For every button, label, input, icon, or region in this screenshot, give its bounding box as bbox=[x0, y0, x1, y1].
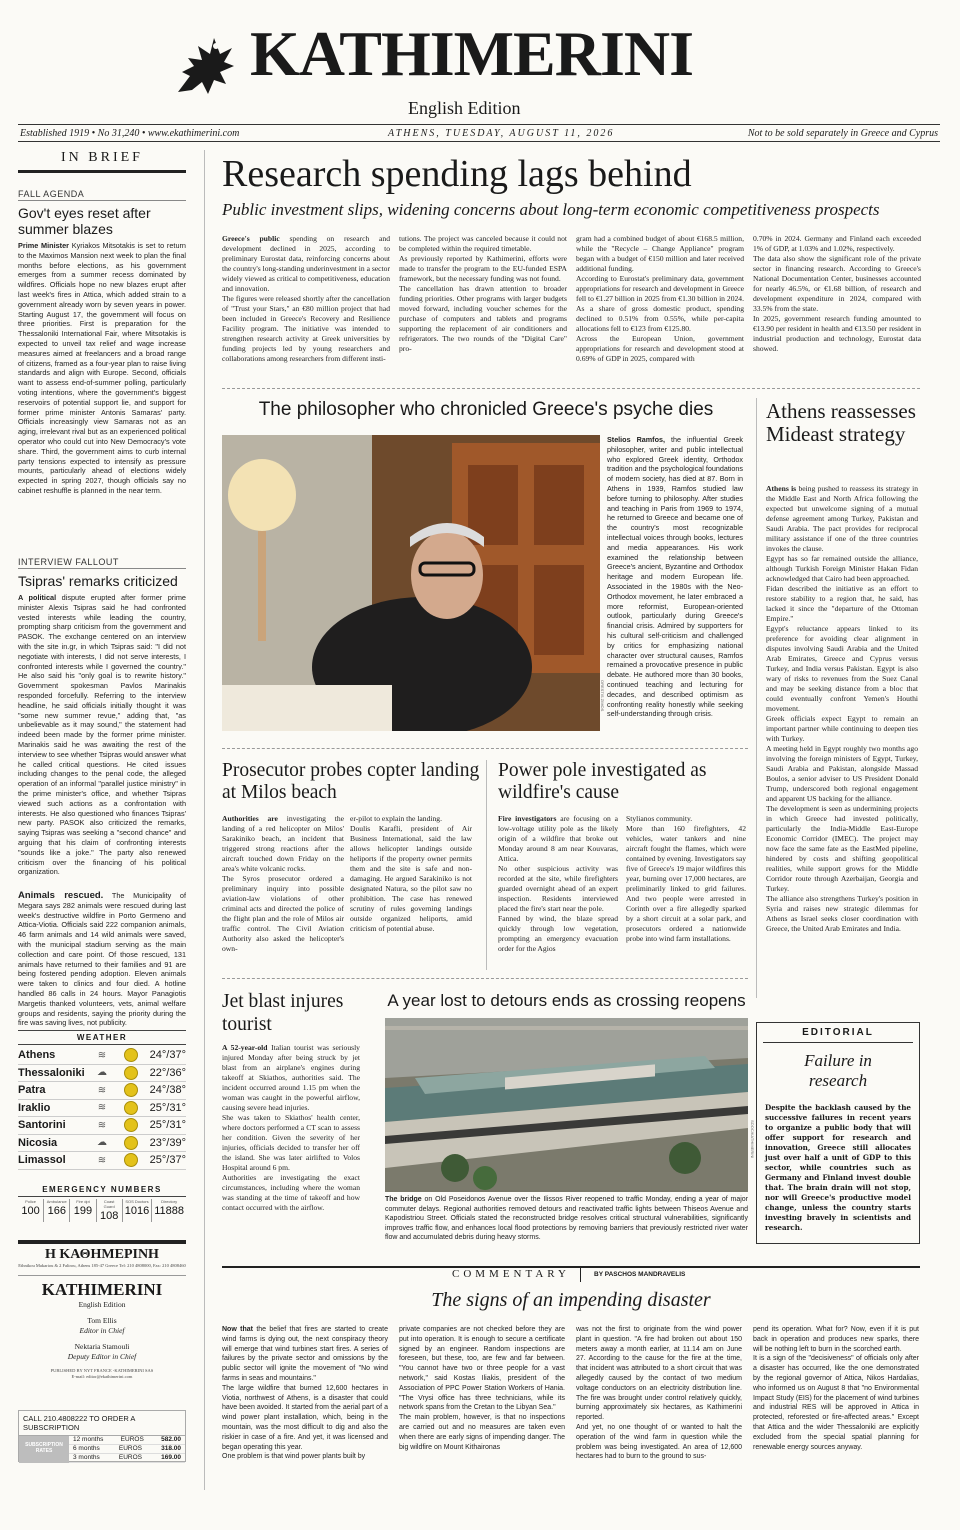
photo-credit: ORESTIS ZIMOS bbox=[600, 680, 605, 712]
wind-icon: ≋ bbox=[97, 1119, 107, 1131]
deputy-name: Nektaria Stamouli bbox=[74, 1342, 130, 1351]
emergency-item: Coast Guard 108 bbox=[97, 1199, 123, 1222]
bridge-headline: A year lost to detours ends as crossing reopens bbox=[387, 991, 746, 1010]
staff-paper-name: KATHIMERINI bbox=[18, 1275, 186, 1300]
commentary-column: private companies are not checked before they are put into operation. It is enough to secure a certificate signed by an engineer. Random inspections are foreseen, but these, too, are few and far between. "You cannot have two or three people for a vast network," said Kostas Iliakis, president of the Association of PPC Power Station Workers of Hania. "The Vrysi office has three technicians, while its network spans from the Cretan to the Libyan Sea." The main problem, however, is that no inspections are carried out and no measures are taken even when there are early signs of impending danger. The big wildfire on Mount Kithaironas bbox=[399, 1326, 565, 1451]
subscription-tag: SUBSCRIPTION RATES bbox=[19, 1436, 69, 1463]
main-story-column: 0.70% in 2024. Germany and Finland each exceeded 1% of GDP, at 1.03% and 1.02%, respectively. The data also show the significant role of the private sector in financing research. According to Greece's National Documentation Center, businesses accounted for nearly 46.5%, or €1.68 billion, of research and development expenditure in 2024, compared with 33.5% from the state. In 2025, government research funding amounted to €13.90 per resident in health and €13.50 per resident in industrial production and technology, Eurostat data showed. bbox=[753, 234, 921, 353]
office-address: Ethnikou Makariou & 2 Falirou, Athens 185-47 Greece Tel: 210 4808000, Fax: 210 4808460 bbox=[18, 1263, 186, 1268]
jet-headline: Jet blast injures tourist bbox=[222, 991, 344, 1035]
column-divider bbox=[204, 150, 205, 1490]
philosopher-text: Stelios Ramfos, the influential Greek philosopher, writer and public intellectual who explored Greek identity, Orthodox tradition and the psychological foundations of modern society, has died at 87. Born in Athens in 1939, Ramfos studied law before turning to philosophy. After studies and teaching in Paris from 1969 to 1974, he returned to Greece and became one of the country's most recognizable intellectual voices through books, lectures and media appearances. His work examined the relationship between Greece's ancient, Byzantine and Orthodox heritage and modern European life. Associated in the 1980s with the Neo-Orthodox movement, he later embraced a more reformist, European-oriented outlook, particularly during Greece's financial crisis. Admired by supporters for his cultural self-criticism and challenged by critics for emphasizing national character over structural causes, Ramfos remained a provocative presence in public debate. He authored more than 30 books, continued teaching and lecturing for decades, and described optimism as confronting reality honestly while seeking self-understanding through crisis. bbox=[607, 435, 743, 719]
emergency-item: Directory 11888 bbox=[154, 1199, 185, 1217]
paper-name: KATHIMERINI bbox=[250, 18, 693, 89]
weather-row: Nicosia ☁ 23°/39° bbox=[18, 1135, 186, 1153]
weather-row: Athens ≋ 24°/37° bbox=[18, 1047, 186, 1065]
commentary-label: COMMENTARY bbox=[452, 1268, 570, 1280]
power-headline: Power pole investigated as wildfire's cause bbox=[498, 760, 707, 803]
dateline-bar bbox=[18, 124, 940, 142]
emergency-header: EMERGENCY NUMBERS bbox=[18, 1185, 186, 1197]
story-lead: A 52-year-old bbox=[222, 1043, 268, 1052]
main-story-column: gram had a combined budget of about €168.5 million, while the "Recycle – Change Appliance" program began with a budget of €150 million and later received additional funding. According to Eurostat's preliminary data, government appropriations for research and development in Greece fell to €1.27 billion in 2025 from €1.30 billion in 2024. As a share of gross domestic product, spending declined to 0.51% from 0.55%, while per-capita allocations fell to €123 from €125.80. Across the European Union, government appropriations for research and development stood at 0.69% of GDP in 2025, compared with bbox=[576, 234, 744, 363]
emergency-item: Ambulance 166 bbox=[44, 1199, 70, 1222]
masthead bbox=[0, 0, 960, 128]
staff-edition: English Edition bbox=[78, 1300, 126, 1309]
section-divider bbox=[222, 748, 748, 749]
main-headline: Research spending lags behind bbox=[222, 153, 692, 195]
brief-headline: Tsipras' remarks criticized bbox=[18, 573, 178, 589]
editor-role: Editor in Chief bbox=[79, 1326, 125, 1335]
photo-credit: SOOC/KATHIMERINI bbox=[750, 1120, 755, 1159]
brief-item bbox=[18, 557, 186, 885]
emergency-numbers bbox=[18, 1185, 186, 1225]
portrait-photo-image bbox=[222, 435, 600, 731]
publisher-line: PUBLISHED BY NYT FRANCE -KATHIMERINI SAS bbox=[50, 1368, 154, 1373]
editorial-box bbox=[756, 1022, 920, 1244]
brief-body: Prime Minister Kyriakos Mitsotakis is set to return to the Maximos Mansion next week to plan the final months before elections, as his government emerges from a summer recess dominated by wildfires. Officials hope no new blazes erupt after last week's fires in Attica, which added strain to a government already worn by seven years in power. Starting August 17, the government will focus on three priorities. First is preparation for the Thessaloniki International Fair, where Mitsotakis is expected to unveil tax relief and wage increase measures aimed at freelancers and a broad range of citizens, framed as a four-year plan to raise living standards and align with Europe. Second, officials want to assess end-of-summer polling, particularly voting intentions, where the government's biggest reservoirs of potential support lie, and support for former prime minister Antonis Samaras' party. Officials increasingly view Samaras not as an aging, irrelevant rival but as an experienced political operator who could cut into New Democracy's vote share. Third, the government aims to curb internal party tensions expected to intensify as pressure mounts, particularly ahead of elections widely expected in spring 2027, though officials say no cabinet reshuffle is planned in the near term. bbox=[18, 241, 186, 495]
prosecutor-column: Authorities are investigating the landing of a red helicopter on Milos' Sarakiniko beach, an incident that triggered strong reactions after the aircraft touched down Friday on the area's white volcanic rocks. The Syros prosecutor ordered a preliminary inquiry into possible aviation-law violations of other criminal acts and directed the police of the flight plan and the role of Milos air traffic control. The Civil Aviation Authority also asked the helicopter's own- bbox=[222, 814, 344, 953]
brief-kicker: INTERVIEW FALLOUT bbox=[18, 557, 186, 569]
subscription-box bbox=[18, 1410, 186, 1462]
main-subhead: Public investment slips, widening concerns about long-term economic competitiveness prospects bbox=[222, 200, 880, 219]
power-column: Stylianos community. More than 160 firefighters, 42 vehicles, water tankers and nine aircraft fought the flames, which were contained by evening. Investigators say five of Greece's 19 major wildfires this year, burning over 17,000 hectares, are preliminarily linked to grid failures. And two people were arrested in Corinth over a fire allegedly sparked by a short circuit at a solar park, and prosecutors ordered a nationwide probe into wind farm installations. bbox=[626, 814, 746, 943]
section-divider bbox=[222, 388, 920, 389]
athens-text: Athens is being pushed to reassess its strategy in the Middle East and North Africa following the expected but unwelcome signing of a mutual defense agreement among Turkey, Pakistan and Saudi Arabia. The pact provides for reciprocal military assistance if one of the three countries invokes the clause. Egypt has so far remained outside the alliance, although Turkish Foreign Minister Hakan Fidan acknowledged that Cairo had been approached. Fidan described the initiative as an effort to restore stability to a region that, he said, has lacked it since the "departure of the Ottoman Empire." Egypt's reluctance appears linked to its preference for avoiding clear alignment in disputes involving Saudi Arabia and the United Arab Emirates, Greece and Cyprus versus Turkey, and India versus Pakistan. Egypt is also wary of risks to revenues from the Suez Canal and may be seeking distance from a bloc that could eventually confront Yemen's Houthi movement. Greek officials expect Egypt to remain an important partner while continuing to deepen ties with Turkey. A meeting held in Egypt roughly two months ago involving the foreign ministers of Egypt, Turkey, Saudi Arabia and Pakistan, alongside Massad Boulos, a senior adviser to US President Donald Trump, underscored both regional engagement and apparent US backing for the alliance. The development is seen as undermining projects in which Greece had invested politically, particularly the India-Middle East-Europe Economic Corridor (IMEC). The project may now face the same fate as the EastMed pipeline, hindered by costs and shifting geopolitical realities, while support grows for the Middle Corridor route through Azerbaijan, Georgia and Turkey. The alliance also strengthens Turkey's position in Syria and raises new strategic dilemmas for Athens as Israel seeks closer coordination with Greece, the United Arab Emirates and India. bbox=[766, 484, 918, 933]
athens-headline: Athens reassesses Mideast strategy bbox=[766, 399, 916, 446]
weather-row: Patra ≋ 24°/38° bbox=[18, 1082, 186, 1100]
rate-row: 3 months EUROS 169.00 bbox=[69, 1454, 185, 1463]
editor-email: E-mail: editor@ekathimerini.com bbox=[71, 1374, 133, 1379]
story-lead: Greece's public bbox=[222, 234, 280, 243]
emergency-item: Fire dpt 199 bbox=[70, 1199, 96, 1222]
editorial-text: Despite the backlash caused by the successive failures in recent years to organize a public body that will offer support for research and innovation, Greece still allocates just over half a unit of GDP to this sector, while countries such as Germany and Finland invest double that. The brain drain will not stop, nor will Greece's productive model change, unless the country starts investing bravely in scientists and research. bbox=[765, 1103, 911, 1232]
sun-icon bbox=[124, 1118, 138, 1132]
wind-icon: ≋ bbox=[97, 1154, 107, 1166]
greek-masthead: Η ΚΑΘΗΜΕΡΙΝΗ bbox=[45, 1247, 159, 1262]
wind-icon: ≋ bbox=[97, 1049, 107, 1061]
sun-icon bbox=[124, 1083, 138, 1097]
brief-kicker: FALL AGENDA bbox=[18, 189, 186, 201]
main-story-column: Greece's public spending on research and development declined in 2025, according to preliminary Eurostat data, reinforcing concerns about the country's long-standing underinvestment in a sector widely viewed as critical to competitiveness, education and innovation. The figures were released shortly after the cancellation of "Trust your Stars," an €80 million project that had been included in Greece's Recovery and Resilience Facility program. The initiative was intended to strengthen research activity at Greek universities by funding projects led by young researchers and collaborations among researchers from different insti- bbox=[222, 234, 390, 363]
weather-box bbox=[18, 1030, 186, 1170]
rate-row: 6 months EUROS 318.00 bbox=[69, 1445, 185, 1454]
cloud-icon: ☁ bbox=[97, 1137, 107, 1149]
issue-date: ATHENS, TUESDAY, AUGUST 11, 2026 bbox=[388, 128, 615, 139]
brief-body: Animals rescued. The Municipality of Megara says 282 animals were rescued during last week's destructive wildfire in Porto Germeno and Attica-Viotia. Officials said 222 companion animals, 46 farm animals and 14 wild animals were saved, with the municipal stadium serving as the main collection and care point. Of those rescued, 131 animals have returned to their families and 91 are being fostered pending adoption. Eleven animals were taken to clinics and four died. A hotline handled 86 calls in 24 hours. Mayor Panagiotis Margetis thanked volunteers, vets, animal welfare groups and residents, saying the priority during the fire was saving lives, not publicity. bbox=[18, 891, 186, 1028]
subscription-header: CALL 210.4808222 TO ORDER A SUBSCRIPTION bbox=[19, 1411, 185, 1436]
wind-icon: ≋ bbox=[97, 1102, 107, 1114]
sun-icon bbox=[124, 1066, 138, 1080]
byline-divider bbox=[580, 1268, 581, 1282]
column-divider bbox=[486, 760, 487, 970]
caption-lead: The bridge bbox=[385, 1196, 422, 1203]
editorial-title: Failure in research bbox=[804, 1051, 872, 1090]
brief-lead: A political bbox=[18, 593, 57, 602]
sun-icon bbox=[124, 1048, 138, 1062]
commentary-column: pend its operation. What for? Now, even if it is put back in operation and produces new sparks, there will be nothing left to burn in the scorched earth. It is a sign of the "decisiveness" of officials only after a disaster has occurred, like the one demonstrated by the regional governor of Attica, Nikos Hardalias, who informed us on August 8 that "no Environmental Impact Study (EIS) for the placement of wind turbines and industrial RES will be approved in Attica in protected, reforested or fire-affected areas." Except that Attica and the wider Thessaloniki are explicitly excluded from the special spatial planning for renewable energy sources anyway. bbox=[753, 1326, 919, 1451]
jet-text: A 52-year-old Italian tourist was seriously injured Monday after being struck by jet blast from an airplane's engines during takeoff at Skiathos, authorities said. The incident occurred around 1.15 pm when the woman was caught in the powerful airflow, causing severe head injuries. She was taken to Skiathos' health center, where doctors performed a CT scan to assess her condition. Given the severity of her injuries, officials decided to transfer her off the island. She was later airlifted to Volos Hospital around 6 pm. Authorities are investigating the exact circumstances, including where the woman was standing at the time of takeoff and how contact occurred with the airflow. bbox=[222, 1043, 360, 1212]
commentary-column: Now that the belief that fires are started to create wind farms is dying out, the next conspiracy theory will emerge that wind turbines start fires. A series of failures by the private sector and omissions by the public sector will ignite the movement of "No wind farms in seas and mountains." The large wildfire that burned 12,600 hectares in Viotia, northwest of Athens, is a disaster that could have been avoided. It started from the aerial part of a wind power plant installation, which, being in the mountain, was the most difficult to dig and also the riskier in case of a fire. And yet, it was licensed and began operating this year. One problem is that wind power plants built by bbox=[222, 1326, 388, 1461]
power-column: Fire investigators are focusing on a low-voltage utility pole as the likely origin of a wildfire that broke out Monday around 8 am near Kouvaras, Attica. No other suspicious activity was recorded at the site, while firefighters guarded overnight ahead of an expert inspection. Residents interviewed placed the fire's start near the pole. Fanned by wind, the blaze spread quickly through low vegetation, prompting an emergency evacuation order for the Agios bbox=[498, 814, 618, 953]
main-story-column: tutions. The project was canceled because it could not be completed within the required timetable. As previously reported by Kathimerini, efforts were made to transfer the program to the EU-funded ESPA framework, but the necessary funding was not found. The cancellation has drawn attention to broader funding priorities. Other programs with larger budgets moved forward, including voucher schemes for the purchase of computers and tablets and programs supporting the replacement of air conditioners and refrigerators. The two rounds of the "Digital Care" pro- bbox=[399, 234, 567, 353]
story-lead: Now that bbox=[222, 1326, 253, 1333]
edition-label: English Edition bbox=[408, 98, 521, 118]
established-line: Established 1919 • No 31,240 • www.ekathimerini.com bbox=[20, 128, 240, 139]
story-lead: Authorities are bbox=[222, 814, 278, 823]
section-divider bbox=[222, 978, 748, 979]
commentary-rule bbox=[222, 1266, 920, 1282]
commentary-column: was not the first to originate from the wind power plant in question. "A fire had broken out about 150 meters away a month earlier, at 11.14 am on June 27. According to the cause for the fire at the time, that incident was attributed to a short circuit that was allegedly caused by the contact of two medium voltage conductors on an electricity distribution line. The fire was brought under control relatively quickly, burning approximately six hectares, as Kathimerini reported. And yet, no one thought of or wanted to halt the operation of the wind farm in question while the problem was being investigated. An area of 12,600 hectares had to burn to the ground to sus- bbox=[576, 1326, 742, 1461]
philosopher-photo bbox=[222, 435, 600, 731]
weather-row: Thessaloniki ☁ 22°/36° bbox=[18, 1065, 186, 1083]
bridge-photo bbox=[385, 1018, 748, 1192]
emergency-item: Police 100 bbox=[18, 1199, 44, 1222]
brief-item bbox=[18, 891, 186, 1041]
cloud-icon: ☁ bbox=[97, 1067, 107, 1079]
weather-row: Limassol ≋ 25°/37° bbox=[18, 1152, 186, 1170]
staff-box bbox=[18, 1240, 186, 1400]
weather-row: Iraklio ≋ 25°/31° bbox=[18, 1100, 186, 1118]
editorial-header: EDITORIAL bbox=[763, 1023, 913, 1043]
commentary-byline: BY PASCHOS MANDRAVELIS bbox=[594, 1271, 686, 1278]
brief-lead: Prime Minister bbox=[18, 241, 69, 250]
brief-headline: Gov't eyes reset after summer blazes bbox=[18, 205, 151, 237]
deputy-role: Deputy Editor in Chief bbox=[67, 1352, 137, 1361]
emergency-item: SOS Doctors 1016 bbox=[123, 1199, 152, 1222]
sun-icon bbox=[124, 1101, 138, 1115]
weather-header: WEATHER bbox=[18, 1030, 186, 1045]
sun-icon bbox=[124, 1136, 138, 1150]
rate-row: 12 months EUROS 582.00 bbox=[69, 1436, 185, 1445]
story-lead: Athens is bbox=[766, 484, 797, 493]
commentary-headline: The signs of an impending disaster bbox=[431, 1289, 711, 1311]
sun-icon bbox=[124, 1153, 138, 1167]
brief-body: A political dispute erupted after former prime minister Alexis Tsipras said he had confronted vested interests while leading the country, prompting sharp criticism from the government and PASOK. The exchange centered on an interview with the site in.gr, in which Tsipras said: "I did not negotiate with interests, I did not serve interests, I confronted interests while I governed the country." He also said his "only goal is to rewrite history." Government spokesman Pavlos Marinakis responded forcefully. Referring to the interview headline, he said officials initially thought it was "some new summer revue," adding that, "as unbelievable as it may sound," the statement had indeed been made by the former prime minister. Marinakis said he was awaiting the rest of the interview to see whether Tsipras would answer what he called critical questions. He cited issues including changes to the penal code, the alleged operation of an informal "parallel justice ministry" in the prime minister's office, and whether Tsipras viewed such actions as a confrontation with interests. He also questioned who finances Tsipras' new party. PASOK also criticized the remarks, saying Tsipras was seeking a "second chance" and arguing that his claim of confronting interests "sounds like a joke." The party also renewed criticism over the financing of his political organization. bbox=[18, 593, 186, 877]
weather-row: Santorini ≋ 25°/31° bbox=[18, 1117, 186, 1135]
prosecutor-headline: Prosecutor probes copter landing at Milos beach bbox=[222, 760, 480, 803]
story-lead: Stelios Ramfos, bbox=[607, 435, 665, 444]
bridge-aerial-image bbox=[385, 1018, 748, 1192]
brief-headline: Animals rescued. bbox=[18, 891, 104, 901]
philosopher-headline: The philosopher who chronicled Greece's psyche dies bbox=[258, 399, 714, 420]
prosecutor-column: er-pilot to explain the landing. Doulis Karafli, president of Air Business International, said the law allows helicopter landings outside heliports if the property owner permits them and the site is safe and non-damaging. He argued Sarakiniko is not designated Natura, so the pilot saw no prohibition. The case has renewed scrutiny of rules governing landings outside organized heliports, amid criticism of potential abuse. bbox=[350, 814, 472, 933]
sale-notice: Not to be sold separately in Greece and Cyprus bbox=[747, 128, 938, 139]
column-divider bbox=[756, 398, 757, 998]
wind-icon: ≋ bbox=[97, 1084, 107, 1096]
editor-name: Tom Ellis bbox=[87, 1316, 117, 1325]
bridge-caption: The bridge on Old Poseidonos Avenue over the Ilissos River reopened to traffic Monday, ending a year of major commuter delays. Regional authorities removed detours and reactivated traffic lights between Thiseos Avenue and Kapodistriou Street. Officials stated the reconstructed bridge resolves critical structural vulnerabilities, significantly improves traffic flow, and enhances local flood protections by removing barriers that previously restricted river water flow and accumulated debris during heavy storms. bbox=[385, 1196, 748, 1242]
story-lead: Fire investigators bbox=[498, 814, 557, 823]
brief-item bbox=[18, 189, 186, 551]
in-brief-header: IN BRIEF bbox=[18, 150, 186, 173]
griffin-logo-icon bbox=[168, 32, 240, 102]
